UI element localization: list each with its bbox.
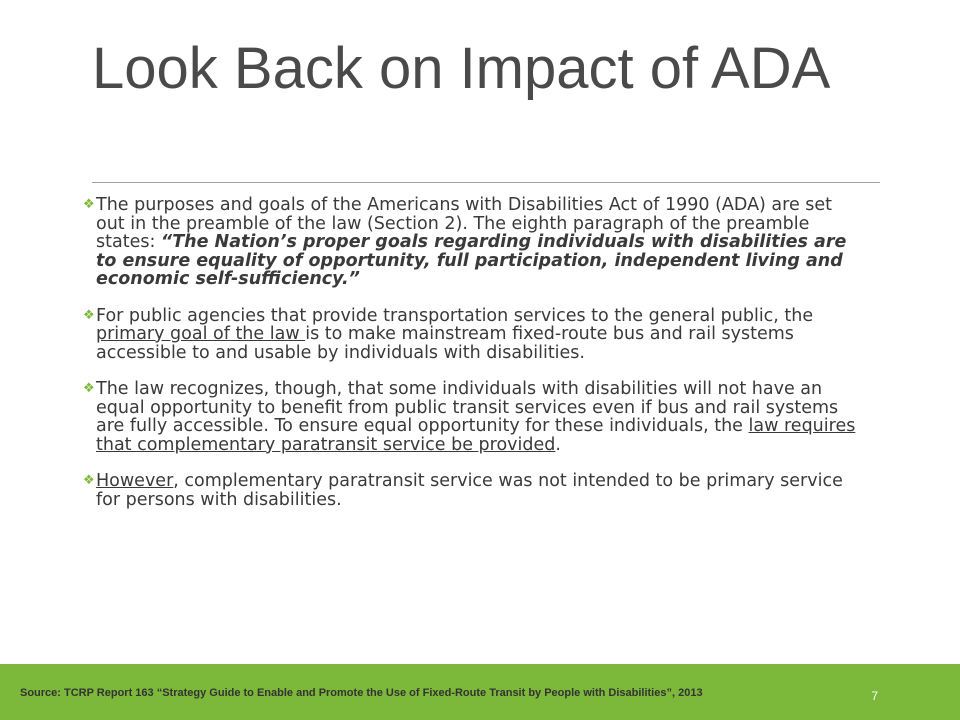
page-number: 7 [871, 689, 878, 703]
bullet-text: . [555, 434, 561, 455]
preamble-quote: “The Nation’s proper goals regarding individuals with disabilities are to ensure equality of opportunity, full participation, independent living and economic self-sufficiency.” [96, 232, 847, 289]
bullet-item [83, 305, 856, 363]
title-divider [92, 182, 880, 183]
bullet-item [83, 471, 856, 510]
underlined-phrase: primary goal of the law [96, 324, 306, 344]
four-point-star-bullet-icon: ❖ [83, 307, 95, 323]
bullet-text: The law recognizes, though, that some individuals with disabilities will not have an equal opportunity to benefit from public transit services even if bus and rail systems are fully accessible. To ensure equal opportunity for these individuals, the [96, 379, 839, 436]
bullet-item [83, 195, 856, 289]
bullet-text: For public agencies that provide transportation services to the general public, the [96, 305, 814, 326]
bullet-text: The purposes and goals of the Americans with Disabilities Act of 1990 (ADA) are set out in the preamble of the law (Section 2). The eighth paragraph of the preamble states: [96, 195, 833, 252]
four-point-star-bullet-icon: ❖ [83, 197, 95, 212]
bullet-text: , complementary paratransit service was not intended to be primary service for persons with disabilities. [96, 471, 843, 510]
underlined-phrase: law requires that complementary paratransit service be provided [96, 416, 856, 455]
four-point-star-bullet-icon: ❖ [83, 381, 95, 396]
slide-title: Look Back on Impact of ADA [92, 36, 831, 101]
bullet-item [83, 379, 856, 455]
bullet-list [83, 195, 856, 527]
underlined-phrase: However [96, 471, 174, 491]
four-point-star-bullet-icon: ❖ [83, 473, 95, 488]
source-citation: Source: TCRP Report 163 “Strategy Guide to Enable and Promote the Use of Fixed-Route Transit by People with Disabilities”, 2013 [20, 687, 703, 699]
bullet-text: is to make mainstream fixed-route bus and rail systems accessible to and usable by individuals with disabilities. [96, 324, 794, 363]
